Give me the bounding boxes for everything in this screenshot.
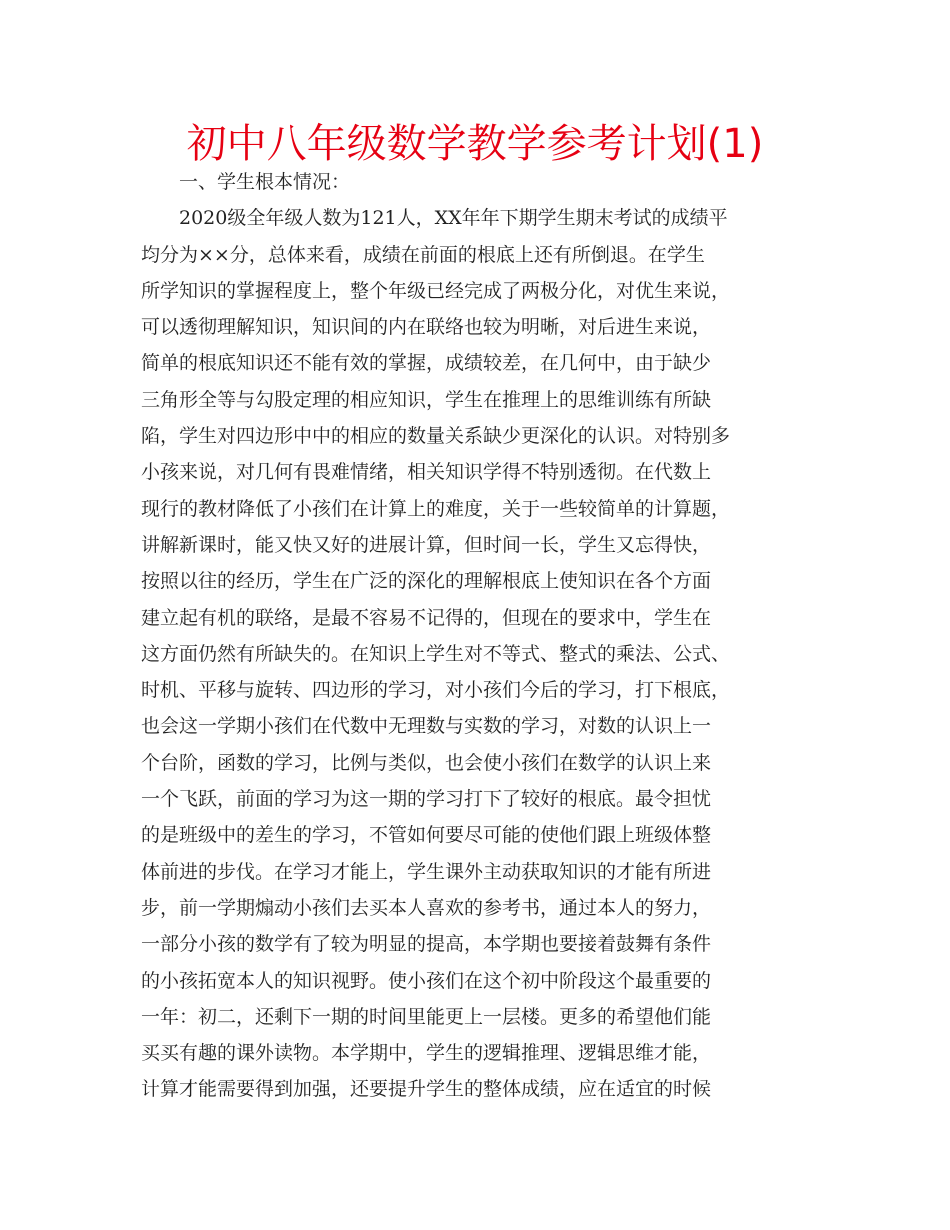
paragraph-line: 按照以往的经历，学生在广泛的深化的理解根底上使知识在各个方面 <box>141 570 712 593</box>
paragraph-line: 步，前一学期煽动小孩们去买本人喜欢的参考书，通过本人的努力， <box>141 896 712 919</box>
document-title: 初中八年级数学教学参考计划(1) <box>186 121 764 167</box>
paragraph-line: 一个飞跃，前面的学习为这一期的学习打下了较好的根底。最令担忧 <box>141 788 712 811</box>
paragraph-line: 个台阶，函数的学习，比例与类似，也会使小孩们在数学的认识上来 <box>141 751 712 774</box>
paragraph-line: 一年：初二，还剩下一期的时间里能更上一层楼。更多的希望他们能 <box>141 1005 712 1028</box>
paragraph-line: 体前进的步伐。在学习才能上，学生课外主动获取知识的才能有所进 <box>141 860 712 883</box>
paragraph-line: 时机、平移与旋转、四边形的学习，对小孩们今后的学习，打下根底， <box>141 679 731 702</box>
paragraph-line: 现行的教材降低了小孩们在计算上的难度，关于一些较简单的计算题， <box>141 497 731 520</box>
paragraph-line: 的是班级中的差生的学习，不管如何要尽可能的使他们跟上班级体整 <box>141 824 712 847</box>
section-heading: 一、学生根本情况： <box>179 171 351 193</box>
paragraph-line: 计算才能需要得到加强，还要提升学生的整体成绩，应在适宜的时候 <box>141 1078 712 1101</box>
paragraph-line: 一部分小孩的数学有了较为明显的提高，本学期也要接着鼓舞有条件 <box>141 933 712 956</box>
paragraph-line: 简单的根底知识还不能有效的掌握，成绩较差，在几何中，由于缺少 <box>141 352 712 375</box>
paragraph-line: 建立起有机的联络，是最不容易不记得的，但现在的要求中，学生在 <box>141 606 712 629</box>
paragraph-line: 均分为××分，总体来看，成绩在前面的根底上还有所倒退。在学生 <box>141 243 705 266</box>
paragraph-line: 三角形全等与勾股定理的相应知识，学生在推理上的思维训练有所缺 <box>141 388 712 411</box>
paragraph-line: 的小孩拓宽本人的知识视野。使小孩们在这个初中阶段这个最重要的 <box>141 969 712 992</box>
paragraph <box>141 200 825 1107</box>
paragraph-line: 小孩来说，对几何有畏难情绪，相关知识学得不特别透彻。在代数上 <box>141 461 712 484</box>
paragraph-line: 也会这一学期小孩们在代数中无理数与实数的学习，对数的认识上一 <box>141 715 712 738</box>
paragraph-line: 所学知识的掌握程度上，整个年级已经完成了两极分化，对优生来说， <box>141 279 731 302</box>
paragraph-line: 陷，学生对四边形中中的相应的数量关系缺少更深化的认识。对特别多 <box>141 425 731 448</box>
paragraph-line: 讲解新课时，能又快又好的进展计算，但时间一长，学生又忘得快， <box>141 533 712 556</box>
paragraph-line: 买买有趣的课外读物。本学期中，学生的逻辑推理、逻辑思维才能， <box>141 1042 712 1065</box>
document-body <box>141 164 825 1108</box>
paragraph-line: 可以透彻理解知识，知识间的内在联络也较为明晰，对后进生来说， <box>141 316 712 339</box>
paragraph-line: 2020级全年级人数为121人，XX年年下期学生期末考试的成绩平 <box>179 207 728 230</box>
paragraph-line: 这方面仍然有所缺失的。在知识上学生对不等式、整式的乘法、公式、 <box>141 642 731 665</box>
